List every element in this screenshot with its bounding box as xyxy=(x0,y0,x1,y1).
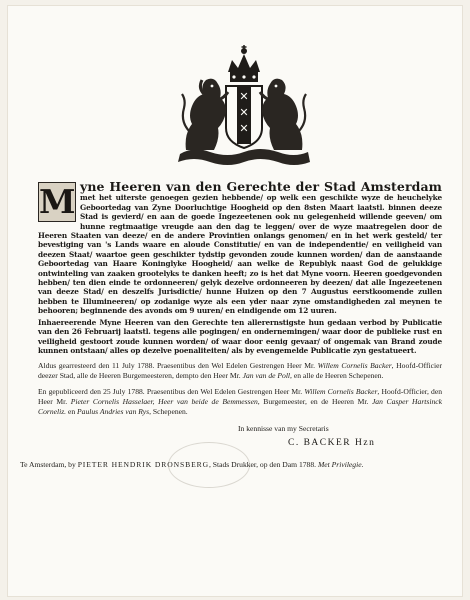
arrested-name-a: Willem Cornelis Backer xyxy=(317,361,392,371)
proclamation-text-block xyxy=(20,179,443,470)
arrested-paragraph xyxy=(38,361,442,381)
decorated-initial xyxy=(38,182,76,222)
published-text-f: , Schepenen. xyxy=(149,407,188,417)
published-text-a: En gepubliceerd den 25 July 1788. Praesentibus den Wel Edelen Gestrengen Heer Mr. xyxy=(38,387,305,397)
imprint-privilege: Met Privilegie. xyxy=(317,460,364,470)
imprint-text-a: Te Amsterdam, by xyxy=(20,460,78,470)
proclamation-closing: Inhaereerende Myne Heeren van den Gerechte ten allerernstigste hun gedaan verbod by Publicatie van den 26 Februarij laatstl. tegens alle pogingen/ en ondernemingen/ waar door de publieke rust en veiligheid gestoort zoude kunnen worden/ of waar door eenig gevaar/ of ongemak van Brand zoude kunnen ontstaan/ alles op dezelve poenaliteiten/ als by evengemelde Publicatie zyn gestatueert. xyxy=(38,317,442,355)
published-text-d: , Burgemeester, en de Heeren Mr. xyxy=(257,397,372,407)
published-paragraph xyxy=(38,387,442,417)
proclamation-opening: yne Heeren van den Gerechte der Stad Amsterdam xyxy=(80,179,442,194)
published-name-a: Willem Cornelis Backer xyxy=(304,387,378,397)
imprint-text-b: , Stads Drukker, op den Dam 1788. xyxy=(208,460,318,470)
proclamation-sheet xyxy=(8,6,462,596)
arrested-text-a: Aldus gearresteerd den 11 July 1788. Praesentibus den Wel Edelen Gestrengen Heer Mr. xyxy=(38,361,318,371)
published-name-d: Paulus Andries van Rys xyxy=(77,407,150,417)
initial-letter: M xyxy=(39,182,76,221)
proclamation-body: met het uiterste genoegen gezien hebbende/ op welk een geschikte wyze de heuchelyke Geboortedag van Zyne Doorluchtige Hoogheid op den 8sten Maart laatstl. binnen deeze Stad is gevierd/ en aan de goede Ingezeetenen ook nu gelegenheid willende geeven/ om hunne regtmaatige vreugde aan den dag te leggen/ over de wyze maatregelen door de Heeren Staaten van deeze/ en de andere Provintien onlangs genomen/ en in het werk gesteld/ ter bevestiging van 's Lands waare en aloude Constitutie/ en van de independentie/ en veiligheid van deezen Staat/ waartoe geen geschikter tydstip gevonden zoude kunnen worden/ dan de aanstaande Geboortedag van Haare Koninglyke Hoogheid/ aan welke de Republyk naast God de gelukkige ontwinteling van zaaken grootelyks te danken heeft; zo is het dat Myne voorn. Heeren goedgevonden hebben/ ten dien einde te ordonneeren/ gelyk dezelve ordonneeren by deezen/ dat alle Ingezeetenen van deeze Stad/ en deszelfs Jurisdictie/ hunne Huizen op den 7 Augustus eerstkoomende zullen hebben te Illumineeren/ op zodanige wyze als een yder naar zyne omstandigheden zal meynen te behooren; beginnende des avonds om 9 uuren/ en eindigende om 12 uuren. xyxy=(38,193,442,316)
svg-text:✕: ✕ xyxy=(239,122,249,135)
proclamation-paragraph xyxy=(38,179,442,316)
arrested-name-b: Jan van de Poll xyxy=(242,371,291,381)
faded-seal-mark xyxy=(168,442,250,488)
arrested-text-b: , Hoofd-Officier deezer Stad, alle de Heeren Burgemeesteren, dempto den Heer Mr. xyxy=(38,361,442,381)
published-text-b: , Hoofd-Officier, den Heer Mr. xyxy=(38,387,442,407)
imprint-printer: PIETER HENDRIK DRONSBERG xyxy=(77,460,209,470)
published-text-c: , Heer van beide de Bemmessen xyxy=(152,397,258,407)
svg-text:✕: ✕ xyxy=(239,90,249,103)
svg-text:✕: ✕ xyxy=(239,106,249,119)
secretary-name: C. BACKER Hzn xyxy=(288,438,376,449)
published-name-c: Jan Casper Hartsinck Corneliz. xyxy=(38,397,443,417)
secretary-label: In kennisse van my Secretaris xyxy=(238,424,329,434)
published-name-b: Pieter Cornelis Hasselaer xyxy=(70,397,153,407)
arrested-text-c: , en alle de Heeren Schepenen. xyxy=(290,371,384,381)
amsterdam-coat-of-arms-icon xyxy=(174,42,314,170)
published-text-e: en xyxy=(66,407,78,417)
